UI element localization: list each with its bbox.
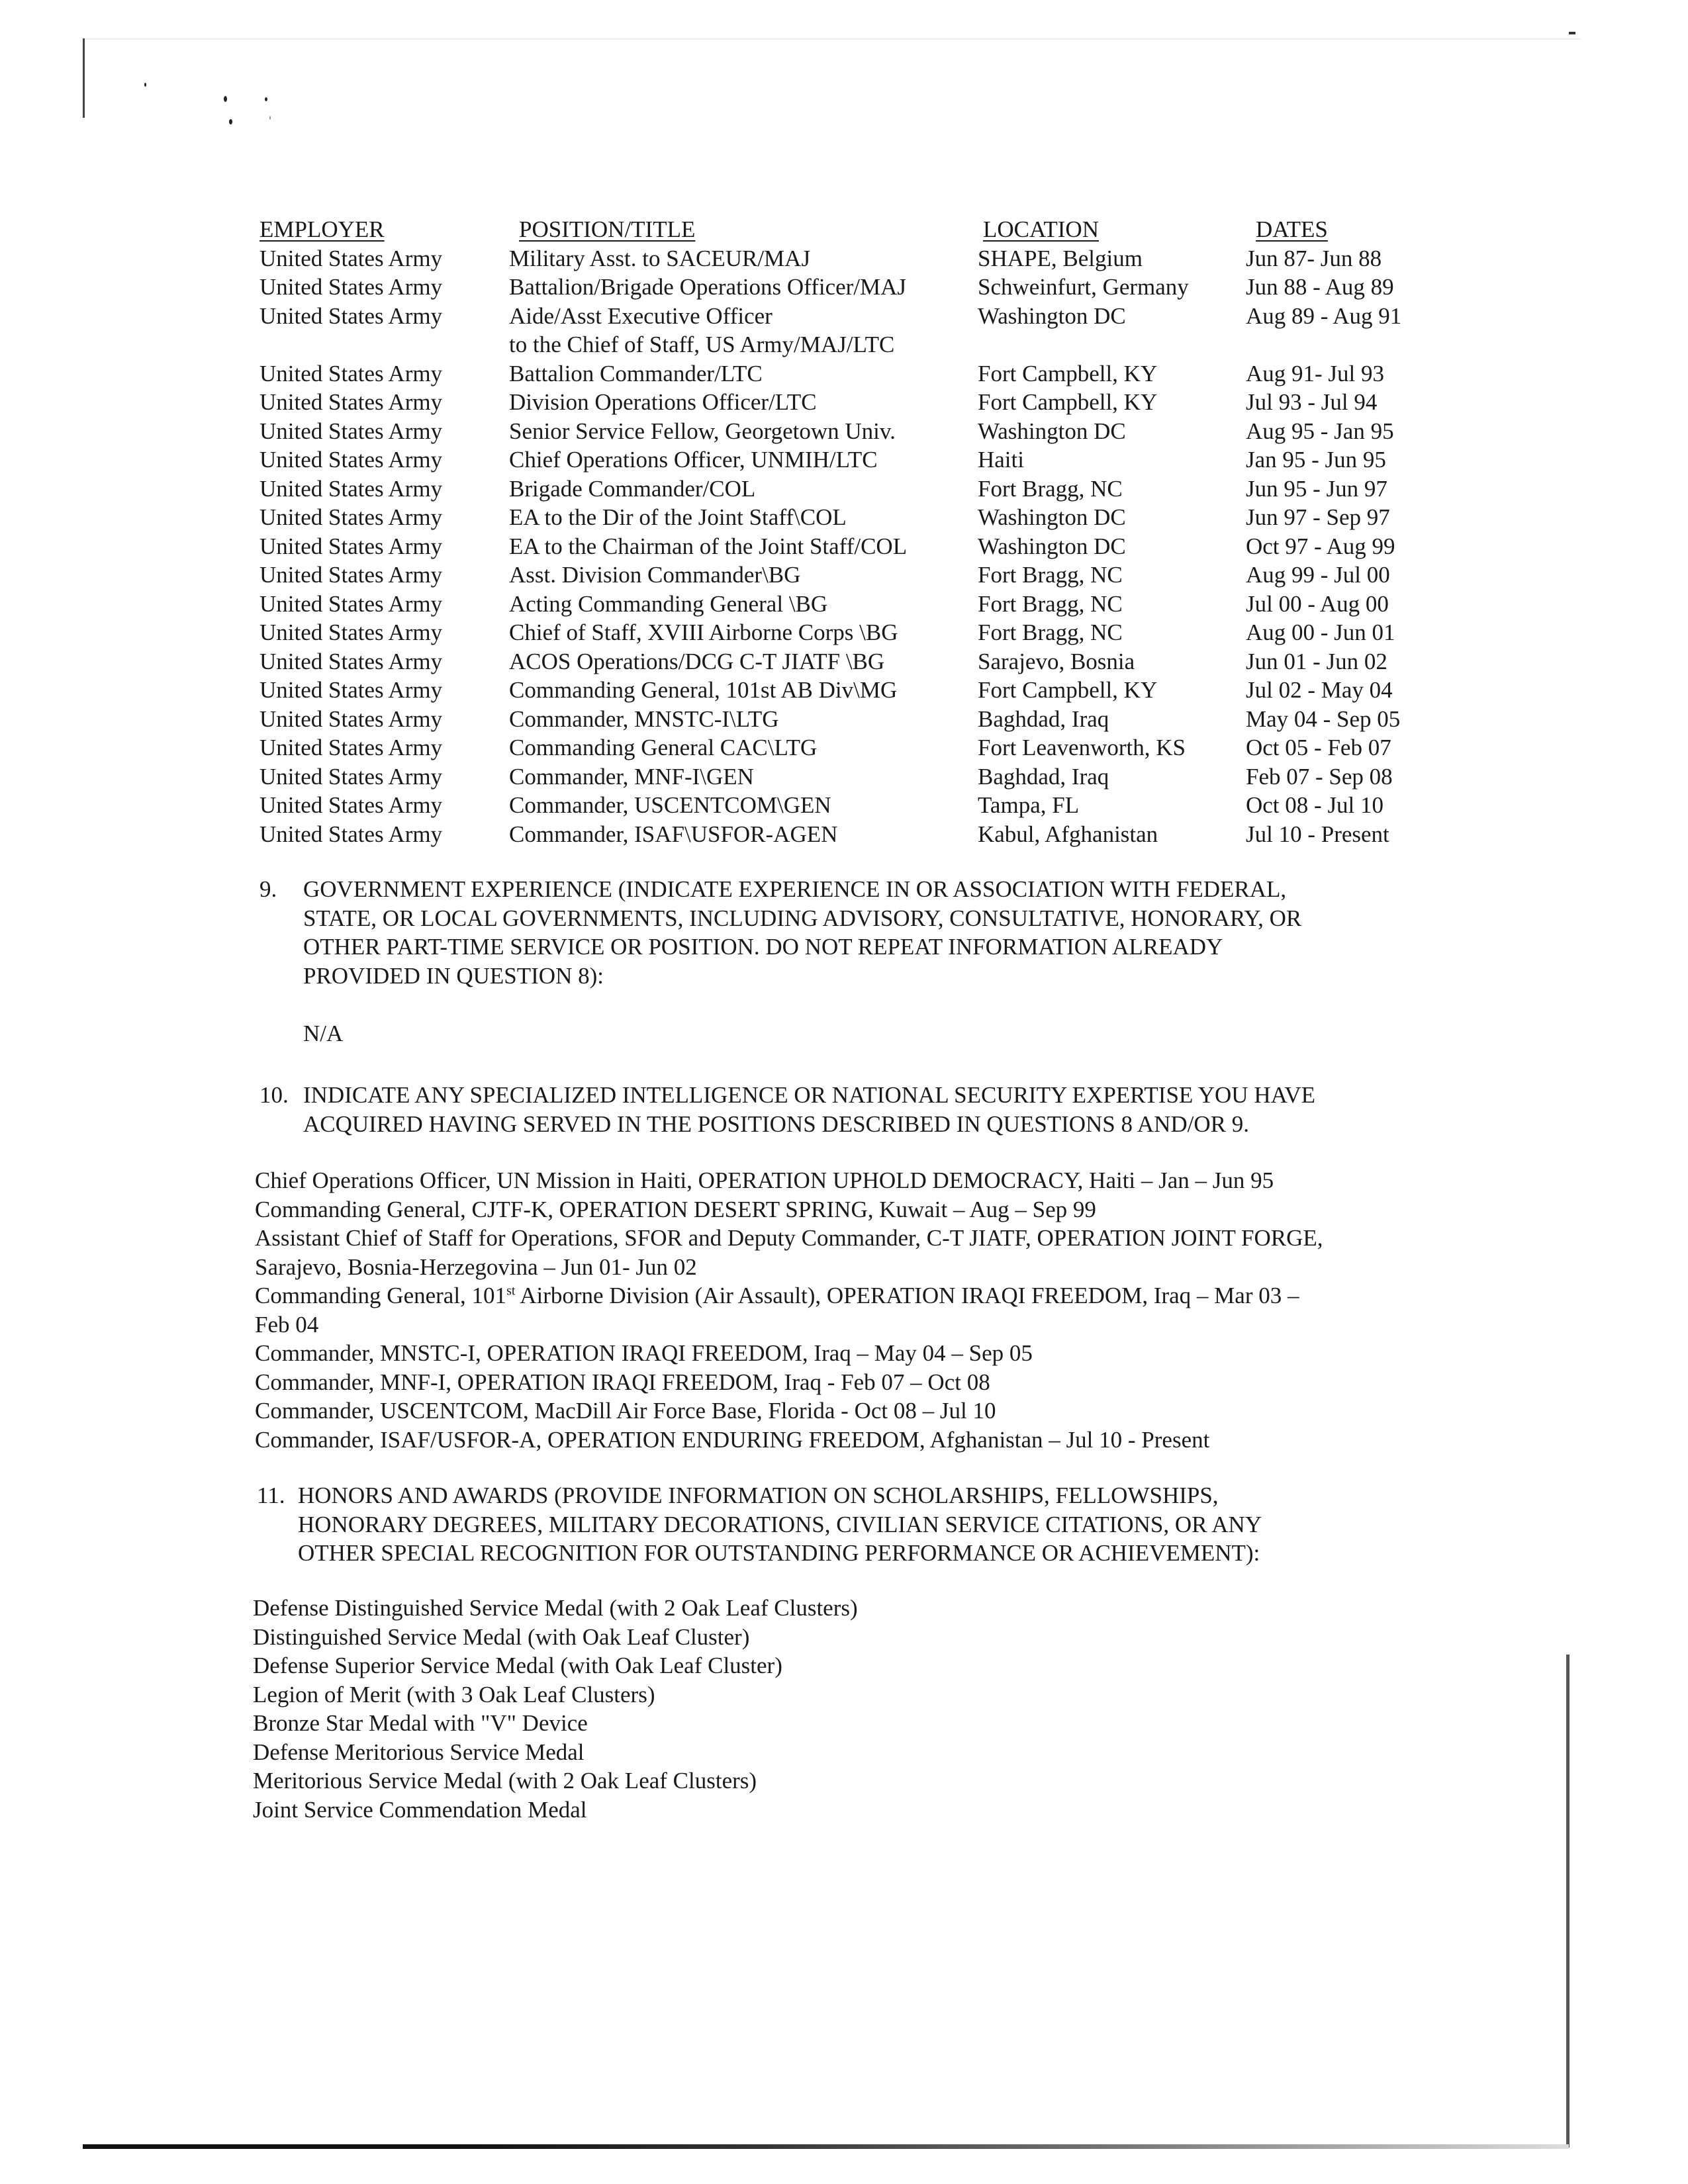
header-position: POSITION/TITLE (519, 216, 696, 242)
cell-position-line: Chief of Staff, XVIII Airborne Corps \BG (509, 619, 898, 645)
award-item: Defense Superior Service Medal (with Oak Leaf Cluster) (253, 1653, 782, 1678)
ordinal-suffix: st (506, 1283, 516, 1298)
cell-location: Fort Leavenworth, KS (978, 735, 1186, 760)
award-item: Bronze Star Medal with "V" Device (253, 1710, 588, 1736)
cell-position (509, 503, 847, 532)
cell-employer: United States Army (259, 245, 443, 271)
scan-edge-mark-top-right (1569, 32, 1575, 34)
cell-employer: United States Army (259, 447, 443, 473)
cell-location: Haiti (978, 447, 1024, 473)
expertise-item: Chief Operations Officer, UN Mission in Haiti, OPERATION UPHOLD DEMOCRACY, Haiti – Jan – Jun 95 (255, 1167, 1274, 1193)
cell-dates: Aug 89 - Aug 91 (1246, 302, 1402, 329)
cell-dates: Jun 87- Jun 88 (1246, 245, 1382, 271)
cell-location: Washington DC (978, 302, 1126, 329)
expertise-item: Assistant Chief of Staff for Operations, SFOR and Deputy Commander, C-T JIATF, OPERATION JOINT FORGE, (255, 1225, 1323, 1251)
cell-dates: Jul 10 - Present (1246, 821, 1389, 847)
expertise-item: Sarajevo, Bosnia-Herzegovina – Jun 01- Jun 02 (255, 1253, 697, 1280)
cell-position (509, 561, 800, 590)
cell-position (509, 820, 837, 849)
expertise-item-text: Commanding General, 101 (255, 1283, 507, 1308)
cell-position (509, 676, 897, 705)
cell-employer: United States Army (259, 360, 443, 387)
cell-employer: United States Army (259, 302, 443, 329)
cell-employer: United States Army (259, 590, 443, 617)
expertise-item (255, 1281, 1323, 1310)
scan-edge-right (1566, 1655, 1570, 2148)
expertise-item-text: Airborne Division (Air Assault), OPERATION IRAQI FREEDOM, Iraq – Mar 03 – (515, 1283, 1299, 1308)
cell-position (509, 590, 827, 619)
cell-position-line: Commanding General CAC\LTG (509, 735, 818, 760)
cell-position-line: Military Asst. to SACEUR/MAJ (509, 245, 811, 271)
header-dates: DATES (1256, 216, 1328, 242)
cell-position (509, 705, 779, 734)
cell-position (509, 445, 878, 475)
header-location: LOCATION (983, 216, 1099, 242)
cell-employer: United States Army (259, 418, 443, 444)
expertise-item: Commander, ISAF/USFOR-A, OPERATION ENDURING FREEDOM, Afghanistan – Jul 10 - Present (255, 1426, 1210, 1453)
award-item: Defense Distinguished Service Medal (with 2 Oak Leaf Clusters) (253, 1595, 858, 1621)
cell-position (509, 647, 884, 676)
scan-speck (144, 83, 146, 87)
cell-dates: Oct 08 - Jul 10 (1246, 792, 1384, 818)
header-employer: EMPLOYER (259, 216, 385, 242)
cell-location: Kabul, Afghanistan (978, 821, 1158, 847)
awards-list (253, 1594, 858, 1824)
award-item: Joint Service Commendation Medal (253, 1796, 587, 1823)
cell-dates: May 04 - Sep 05 (1246, 705, 1401, 732)
cell-position-line: EA to the Chairman of the Joint Staff/COL (509, 533, 908, 559)
cell-dates: Jan 95 - Jun 95 (1246, 447, 1386, 473)
question-text-line: PROVIDED IN QUESTION 8): (303, 962, 604, 989)
cell-location: Schweinfurt, Germany (978, 274, 1189, 300)
cell-employer: United States Army (259, 533, 443, 559)
question-number: 9. (259, 876, 277, 902)
question-number: 10. (259, 1082, 289, 1108)
cell-position-line: Senior Service Fellow, Georgetown Univ. (509, 418, 896, 444)
scan-speck (229, 119, 232, 124)
cell-location: Fort Bragg, NC (978, 475, 1123, 502)
scan-edge-top (85, 38, 1581, 40)
cell-position (509, 791, 831, 820)
question-text-line: HONORS AND AWARDS (PROVIDE INFORMATION ON SCHOLARSHIPS, FELLOWSHIPS, (298, 1482, 1219, 1508)
expertise-item: Commander, MNF-I, OPERATION IRAQI FREEDOM, Iraq - Feb 07 – Oct 08 (255, 1369, 990, 1395)
cell-location: Fort Bragg, NC (978, 619, 1123, 645)
cell-employer: United States Army (259, 274, 443, 300)
cell-dates: Feb 07 - Sep 08 (1246, 763, 1393, 790)
cell-employer: United States Army (259, 763, 443, 790)
cell-location: Fort Bragg, NC (978, 562, 1123, 588)
question-text-line: GOVERNMENT EXPERIENCE (INDICATE EXPERIENCE IN OR ASSOCIATION WITH FEDERAL, (303, 876, 1287, 902)
cell-position-line: Acting Commanding General \BG (509, 590, 828, 617)
cell-employer: United States Army (259, 562, 443, 588)
award-item: Defense Meritorious Service Medal (253, 1739, 585, 1765)
cell-dates: Oct 97 - Aug 99 (1246, 533, 1395, 559)
cell-position (509, 359, 763, 388)
scan-speck (265, 97, 267, 101)
cell-position-line: Commander, ISAF\USFOR-AGEN (509, 821, 838, 847)
question-text-line: STATE, OR LOCAL GOVERNMENTS, INCLUDING ADVISORY, CONSULTATIVE, HONORARY, OR (303, 905, 1302, 931)
cell-dates: Aug 00 - Jun 01 (1246, 619, 1395, 645)
cell-dates: Oct 05 - Feb 07 (1246, 735, 1391, 760)
cell-location: Fort Bragg, NC (978, 590, 1123, 617)
cell-position-line: Brigade Commander/COL (509, 475, 756, 502)
cell-employer: United States Army (259, 821, 443, 847)
scan-edge-bottom (83, 2144, 1569, 2149)
cell-dates: Aug 95 - Jan 95 (1246, 418, 1394, 444)
question-text-line: ACQUIRED HAVING SERVED IN THE POSITIONS DESCRIBED IN QUESTIONS 8 AND/OR 9. (303, 1111, 1250, 1137)
cell-position (509, 733, 817, 762)
scan-edge-mark-left (83, 38, 85, 118)
cell-employer: United States Army (259, 705, 443, 732)
cell-position (509, 302, 894, 359)
cell-location: Baghdad, Iraq (978, 763, 1109, 790)
cell-position (509, 388, 817, 417)
cell-dates: Jun 88 - Aug 89 (1246, 274, 1394, 300)
award-item: Meritorious Service Medal (with 2 Oak Leaf Clusters) (253, 1768, 757, 1794)
expertise-item: Feb 04 (255, 1311, 319, 1338)
cell-location: Baghdad, Iraq (978, 705, 1109, 732)
cell-employer: United States Army (259, 677, 443, 703)
expertise-item: Commanding General, CJTF-K, OPERATION DESERT SPRING, Kuwait – Aug – Sep 99 (255, 1196, 1096, 1222)
cell-location: Sarajevo, Bosnia (978, 648, 1135, 674)
cell-employer: United States Army (259, 475, 443, 502)
cell-position-line: Commander, MNSTC-I\LTG (509, 705, 779, 732)
question-text-line: OTHER PART-TIME SERVICE OR POSITION. DO NOT REPEAT INFORMATION ALREADY (303, 934, 1223, 960)
cell-dates: Jun 01 - Jun 02 (1246, 648, 1387, 674)
cell-position-line: Division Operations Officer/LTC (509, 389, 817, 415)
cell-position (509, 273, 906, 302)
scan-speck (224, 96, 227, 102)
cell-position (509, 244, 810, 273)
question-number: 11. (257, 1482, 285, 1508)
cell-location: SHAPE, Belgium (978, 245, 1143, 271)
award-item: Legion of Merit (with 3 Oak Leaf Clusters) (253, 1681, 655, 1707)
cell-dates: Aug 91- Jul 93 (1246, 360, 1385, 387)
question-text-line: OTHER SPECIAL RECOGNITION FOR OUTSTANDING PERFORMANCE OR ACHIEVEMENT): (298, 1540, 1260, 1566)
cell-position-line: Commanding General, 101st AB Div\MG (509, 677, 898, 703)
cell-location: Fort Campbell, KY (978, 360, 1158, 387)
cell-location: Fort Campbell, KY (978, 677, 1158, 703)
cell-position-line: EA to the Dir of the Joint Staff\COL (509, 504, 847, 530)
cell-employer: United States Army (259, 619, 443, 645)
cell-employer: United States Army (259, 735, 443, 760)
cell-position (509, 532, 907, 561)
cell-dates: Jul 02 - May 04 (1246, 677, 1393, 703)
cell-position-line: Battalion Commander/LTC (509, 360, 763, 387)
question-text-line: HONORARY DEGREES, MILITARY DECORATIONS, CIVILIAN SERVICE CITATIONS, OR ANY (298, 1511, 1262, 1537)
cell-employer: United States Army (259, 792, 443, 818)
expertise-item: Commander, MNSTC-I, OPERATION IRAQI FREEDOM, Iraq – May 04 – Sep 05 (255, 1340, 1033, 1366)
expertise-item: Commander, USCENTCOM, MacDill Air Force Base, Florida - Oct 08 – Jul 10 (255, 1398, 996, 1424)
cell-position-line: Commander, MNF-I\GEN (509, 763, 754, 790)
cell-dates: Jul 00 - Aug 00 (1246, 590, 1389, 617)
award-item: Distinguished Service Medal (with Oak Leaf Cluster) (253, 1623, 750, 1650)
question-9-answer: N/A (303, 1021, 344, 1046)
cell-employer: United States Army (259, 504, 443, 530)
cell-position-line: to the Chief of Staff, US Army/MAJ/LTC (509, 332, 895, 357)
cell-location: Fort Campbell, KY (978, 389, 1158, 415)
scan-speck (269, 116, 271, 120)
cell-position (509, 618, 898, 647)
cell-position-line: Commander, USCENTCOM\GEN (509, 792, 831, 818)
cell-location: Tampa, FL (978, 792, 1080, 818)
cell-position (509, 762, 754, 792)
cell-position-line: Aide/Asst Executive Officer (509, 302, 773, 329)
cell-position (509, 475, 755, 504)
cell-dates: Aug 99 - Jul 00 (1246, 562, 1390, 588)
cell-location: Washington DC (978, 504, 1126, 530)
cell-position-line: Asst. Division Commander\BG (509, 562, 801, 588)
cell-dates: Jul 93 - Jul 94 (1246, 389, 1378, 415)
question-text-line: INDICATE ANY SPECIALIZED INTELLIGENCE OR NATIONAL SECURITY EXPERTISE YOU HAVE (303, 1082, 1316, 1108)
question-10-answer-list (255, 1166, 1323, 1454)
cell-position (509, 417, 896, 446)
cell-position-line: Chief Operations Officer, UNMIH/LTC (509, 447, 878, 473)
cell-employer: United States Army (259, 389, 443, 415)
cell-dates: Jun 97 - Sep 97 (1246, 504, 1390, 530)
cell-location: Washington DC (978, 418, 1126, 444)
cell-location: Washington DC (978, 533, 1126, 559)
cell-dates: Jun 95 - Jun 97 (1246, 475, 1387, 502)
cell-employer: United States Army (259, 648, 443, 674)
cell-position-line: Battalion/Brigade Operations Officer/MAJ (509, 274, 907, 300)
cell-position-line: ACOS Operations/DCG C-T JIATF \BG (509, 648, 885, 674)
